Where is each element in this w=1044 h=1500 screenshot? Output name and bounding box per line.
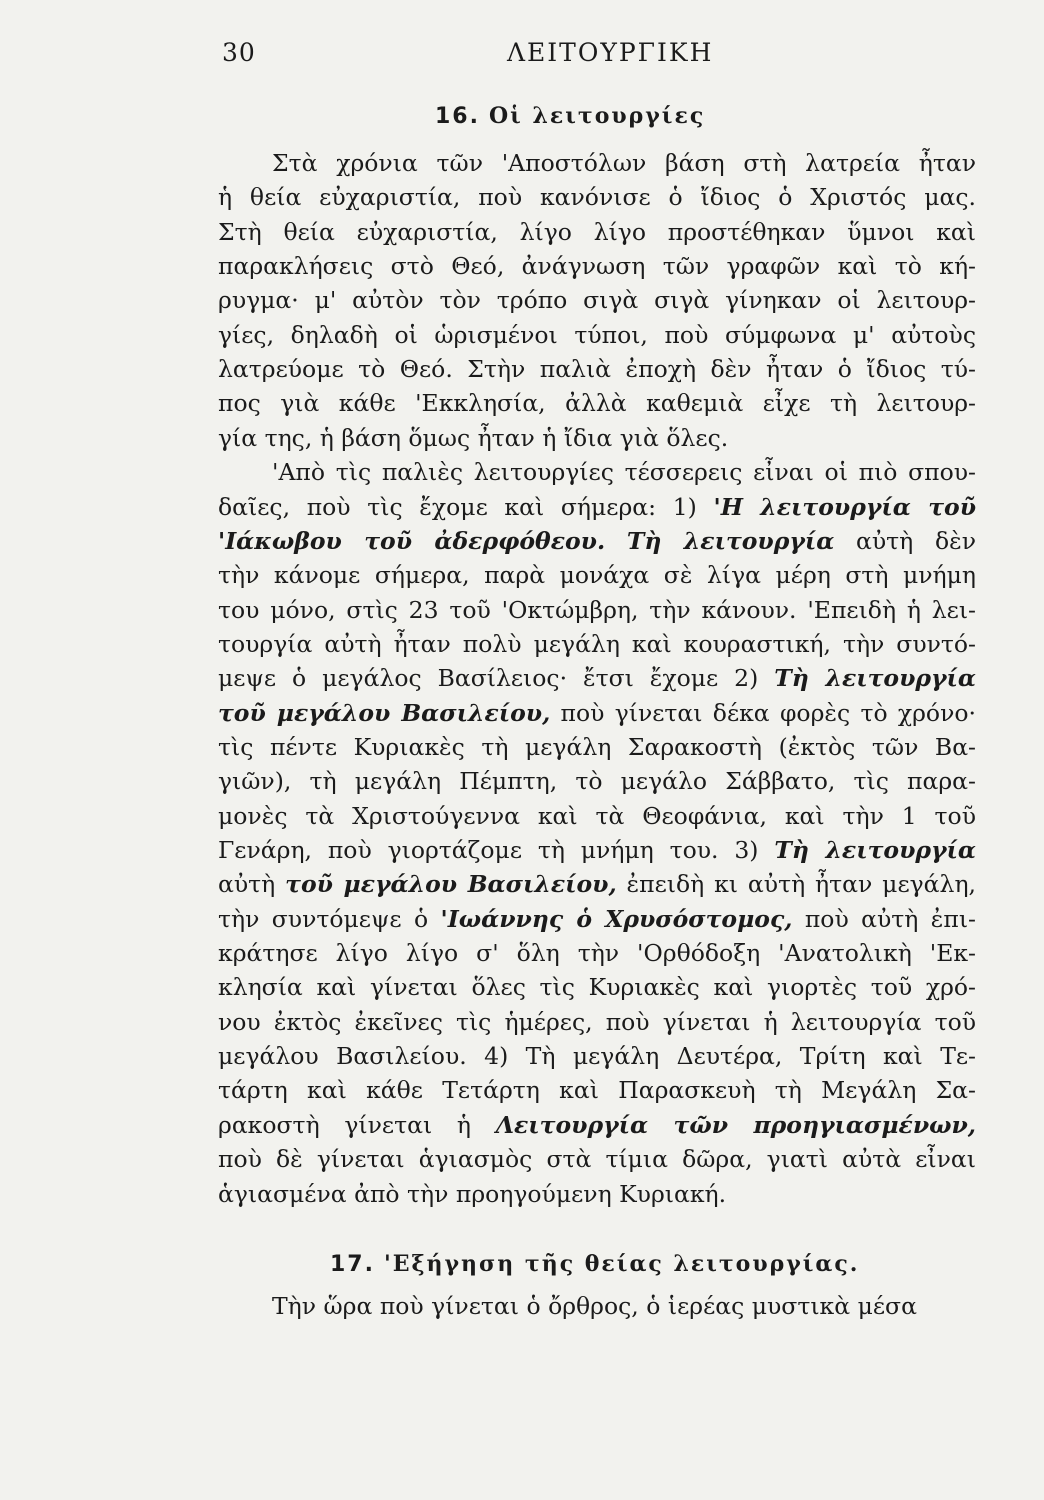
text-line: πος γιὰ κάθε 'Εκκλησία, ἀλλὰ καθεμιὰ εἶχε τὴ λειτουρ- [218,389,976,418]
text-line: 'Ιάκωβου τοῦ ἀδερφόθεου. Τὴ λειτουργία αὐτὴ δὲν [218,526,976,555]
section-title: Οἱ λειτουργίες [488,103,706,129]
text-line: γίες, δηλαδὴ οἱ ὡρισμένοι τύποι, ποὺ σύμφωνα μ' αὐτοὺς [218,320,976,349]
text-line: Στὰ χρόνια τῶν 'Αποστόλων βάση στὴ λατρεία ἦταν [272,149,976,177]
section-title: 'Εξήγηση τῆς θείας λειτουργίας. [383,1251,860,1277]
page-header [222,38,954,72]
text-line: μεγάλου Βασιλείου. 4) Τὴ μεγάλη Δευτέρα, Τρίτη καὶ Τε- [218,1042,976,1071]
text-line: κλησία καὶ γίνεται ὅλες τὶς Κυριακὲς καὶ γιορτὲς τοῦ χρό- [218,973,976,1002]
text-line: ρυγμα· μ' αὐτὸν τὸν τρόπο σιγὰ σιγὰ γίνηκαν οἱ λειτουρ- [218,286,976,315]
text-line: δαῖες, ποὺ τὶς ἔχομε καὶ σήμερα: 1) 'Η λειτουργία τοῦ [218,492,976,521]
text-line: τουργία αὐτὴ ἦταν πολὺ μεγάλη καὶ κουραστική, τὴν συντό- [218,629,976,658]
text-line: μονὲς τὰ Χριστούγεννα καὶ τὰ Θεοφάνια, καὶ τὴν 1 τοῦ [218,801,976,830]
text-line: ρακοστὴ γίνεται ἡ Λειτουργία τῶν προηγιασμένων, [218,1110,976,1139]
text-line: παρακλήσεις στὸ Θεό, ἀνάγνωση τῶν γραφῶν καὶ τὸ κή- [218,252,976,281]
text-line: μεψε ὁ μεγάλος Βασίλειος· ἔτσι ἔχομε 2) Τὴ λειτουργία [218,664,976,693]
text-line: λατρεύομε τὸ Θεό. Στὴν παλιὰ ἐποχὴ δὲν ἦταν ὁ ἴδιος τύ- [218,355,976,384]
text-line: Γενάρη, ποὺ γιορτάζομε τὴ μνήμη του. 3) Τὴ λειτουργία [218,836,976,864]
text-line: ἡ θεία εὐχαριστία, ποὺ κανόνισε ὁ ἴδιος ὁ Χριστός μας. [218,183,976,212]
text-line: 'Απὸ τὶς παλιὲς λειτουργίες τέσσερεις εἶναι οἱ πιὸ σπου- [272,458,976,487]
text-line: γία της, ἡ βάση ὅμως ἦταν ἡ ἴδια γιὰ ὅλες. [218,423,729,452]
text-line: τὴν κάνομε σήμερα, παρὰ μονάχα σὲ λίγα μέρη στὴ μνήμη [218,561,976,590]
text-line: τάρτη καὶ κάθε Τετάρτη καὶ Παρασκευὴ τὴ Μεγάλη Σα- [218,1076,976,1105]
text-line: ποὺ δὲ γίνεται ἁγιασμὸς στὰ τίμια δῶρα, γιατὶ αὐτὰ εἶναι [218,1145,976,1174]
section-17-heading [330,1251,859,1277]
text-line: νου ἐκτὸς ἐκεῖνες τὶς ἡμέρες, ποὺ γίνεται ἡ λειτουργία τοῦ [218,1007,976,1036]
text-line: Στὴ θεία εὐχαριστία, λίγο λίγο προστέθηκαν ὕμνοι καὶ [218,217,976,246]
text-line: γιῶν), τὴ μεγάλη Πέμπτη, τὸ μεγάλο Σάββατο, τὶς παρα- [218,767,976,796]
section-number: 16. [435,104,480,129]
section-number: 17. [330,1252,375,1277]
page-number: 30 [222,38,256,67]
section-16-heading [435,103,705,129]
text-line: του μόνο, στὶς 23 τοῦ 'Οκτώμβρη, τὴν κάνουν. 'Επειδὴ ἡ λει- [218,595,976,624]
text-line: κράτησε λίγο λίγο σ' ὅλη τὴν 'Ορθόδοξη 'Ανατολικὴ 'Εκ- [218,939,976,968]
text-line: ἁγιασμένα ἀπὸ τὴν προηγούμενη Κυριακή. [218,1179,727,1208]
text-line: Τὴν ὥρα ποὺ γίνεται ὁ ὄρθρος, ὁ ἱερέας μυστικὰ μέσα [272,1292,917,1320]
text-line: τὶς πέντε Κυριακὲς τὴ μεγάλη Σαρακοστὴ (ἐκτὸς τῶν Βα- [218,732,976,761]
text-line: τοῦ μεγάλου Βασιλείου, ποὺ γίνεται δέκα φορὲς τὸ χρόνο· [218,698,976,727]
running-title: ΛΕΙΤΟΥΡΓΙΚΗ [507,38,714,67]
text-line: αὐτὴ τοῦ μεγάλου Βασιλείου, ἐπειδὴ κι αὐτὴ ἦταν μεγάλη, [218,870,976,899]
text-line: τὴν συντόμεψε ὁ 'Ιωάννης ὁ Χρυσόστομος, ποὺ αὐτὴ ἐπι- [218,904,976,933]
